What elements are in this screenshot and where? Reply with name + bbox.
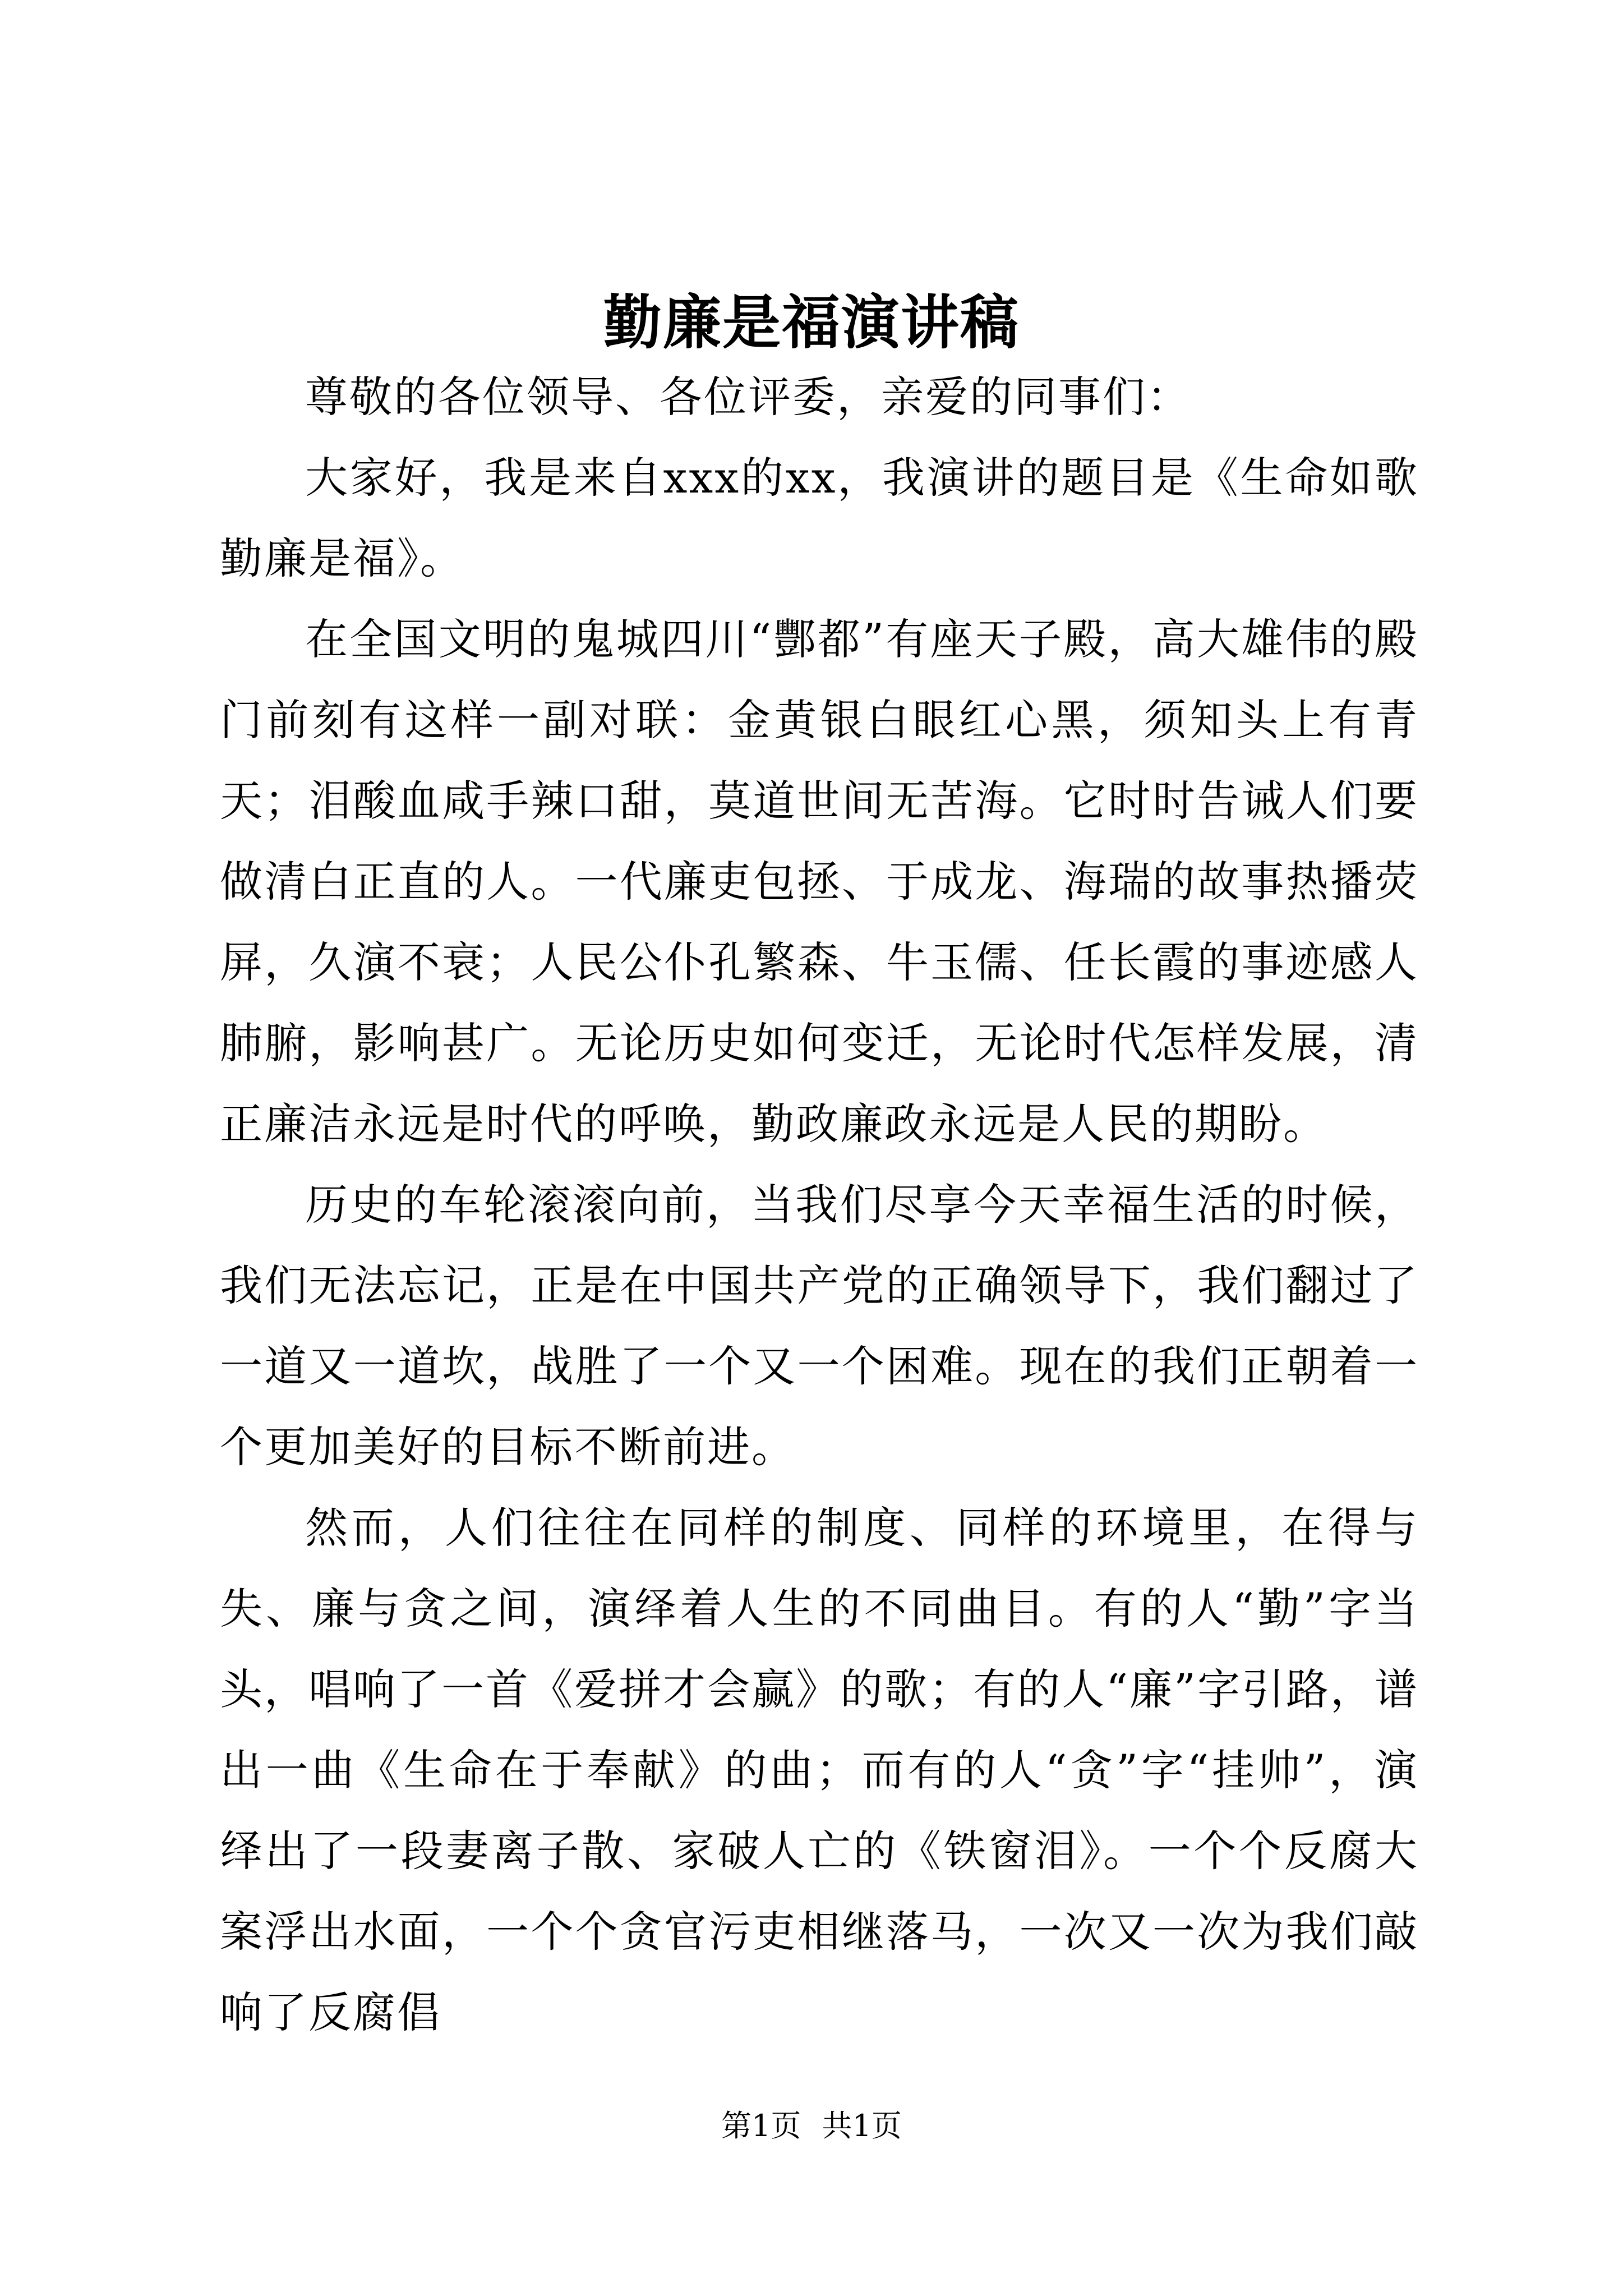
paragraph-progress: 历史的车轮滚滚向前，当我们尽享今天幸福生活的时候，我们无法忘记，正是在中国共产党的正确领导下，我们翻过了一道又一道坎，战胜了一个又一个困难。现在的我们正朝着一个更加美好的目标不断前进。 bbox=[220, 1180, 1419, 1472]
paragraph-salutation: 尊敬的各位领导、各位评委，亲爱的同事们： bbox=[305, 372, 1191, 422]
paragraph-integrity: 然而，人们往往在同样的制度、同样的环境里，在得与失、廉与贪之间，演绎着人生的不同曲目。有的人“勤”字当头，唱响了一首《爱拼才会赢》的歌；有的人“廉”字引路，谱出一曲《生命在于奉献》的曲；而有的人“贪”字“挂帅”，演绎出了一段妻离子散、家破人亡的《铁窗泪》。一个个反腐大案浮出水面，一个个贪官污吏相继落马，一次又一次为我们敲响了反腐倡 bbox=[220, 1503, 1419, 2037]
paragraph-introduction: 大家好，我是来自xxx的xx，我演讲的题目是《生命如歌勤廉是福》。 bbox=[220, 453, 1419, 583]
document-body bbox=[220, 357, 1419, 2053]
page-number: 第1页 bbox=[721, 2108, 801, 2143]
page-footer bbox=[0, 2106, 1623, 2146]
total-pages: 共1页 bbox=[822, 2108, 902, 2143]
paragraph-history: 在全国文明的鬼城四川“酆都”有座天子殿，高大雄伟的殿门前刻有这样一副对联：金黄银白眼红心黑，须知头上有青天；泪酸血咸手辣口甜，莫道世间无苦海。它时时告诫人们要做清白正直的人。一代廉吏包拯、于成龙、海瑞的故事热播荧屏，久演不衰；人民公仆孔繁森、牛玉儒、任长霞的事迹感人肺腑，影响甚广。无论历史如何变迁，无论时代怎样发展，清正廉洁永远是时代的呼唤，勤政廉政永远是人民的期盼。 bbox=[220, 614, 1419, 1149]
document-title: 勤廉是福演讲稿 bbox=[603, 288, 1020, 357]
